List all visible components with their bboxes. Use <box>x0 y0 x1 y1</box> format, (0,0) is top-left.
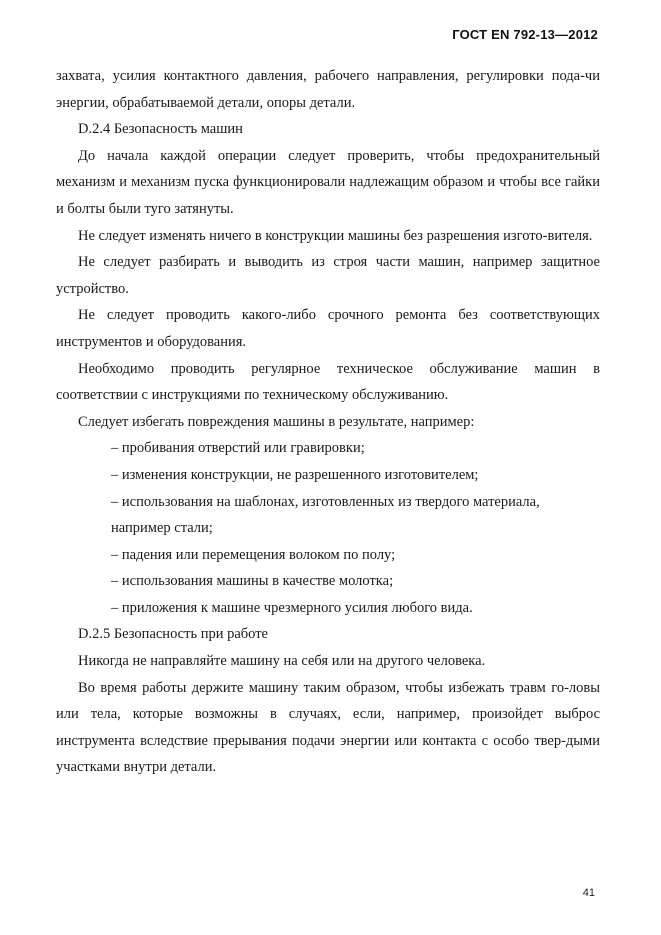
paragraph: Не следует проводить какого-либо срочного ремонта без соответствующих инструментов и оборудования. <box>56 307 600 350</box>
page-body <box>56 63 600 781</box>
paragraph: До начала каждой операции следует проверить, чтобы предохранительный механизм и механизм пуска функционировали надлежащим образом и чтобы все гайки и болты были туго затянуты. <box>56 147 600 217</box>
list-item: – пробивания отверстий или гравировки; <box>111 440 365 457</box>
list-item: – использования машины в качестве молотка; <box>111 573 394 590</box>
paragraph: Во время работы держите машину таким образом, чтобы избежать травм го-ловы или тела, которые возможны в случаях, если, например, произойдет выброс инструмента вследствие прерывания подачи энергии или контакта с особо твер-дыми участками внутри детали. <box>56 679 600 776</box>
document-header: ГОСТ EN 792-13—2012 <box>452 27 598 42</box>
list-item: – изменения конструкции, не разрешенного изготовителем; <box>111 466 479 483</box>
section-heading-d25: D.2.5 Безопасность при работе <box>78 626 268 643</box>
paragraph: Никогда не направляйте машину на себя или на другого человека. <box>78 653 486 670</box>
list-item: – приложения к машине чрезмерного усилия любого вида. <box>111 599 473 616</box>
list-intro-paragraph: Следует избегать повреждения машины в результате, например: <box>78 413 475 430</box>
list-item: – падения или перемещения волоком по полу; <box>111 546 396 563</box>
page-number: 41 <box>582 887 595 899</box>
paragraph: Не следует разбирать и выводить из строя части машин, например защитное устройство. <box>56 254 600 297</box>
paragraph: Необходимо проводить регулярное техническое обслуживание машин в соответствии с инструкциями по техническому обслуживанию. <box>56 360 600 404</box>
paragraph: Не следует изменять ничего в конструкции машины без разрешения изгото-вителя. <box>78 227 593 244</box>
list-item: – использования на шаблонах, изготовленных из твердого материала, например стали; <box>111 493 540 537</box>
section-heading-d24: D.2.4 Безопасность машин <box>78 121 243 138</box>
paragraph-continuation: захвата, усилия контактного давления, рабочего направления, регулировки пода-чи энергии, обрабатываемой детали, опоры детали. <box>56 68 600 111</box>
